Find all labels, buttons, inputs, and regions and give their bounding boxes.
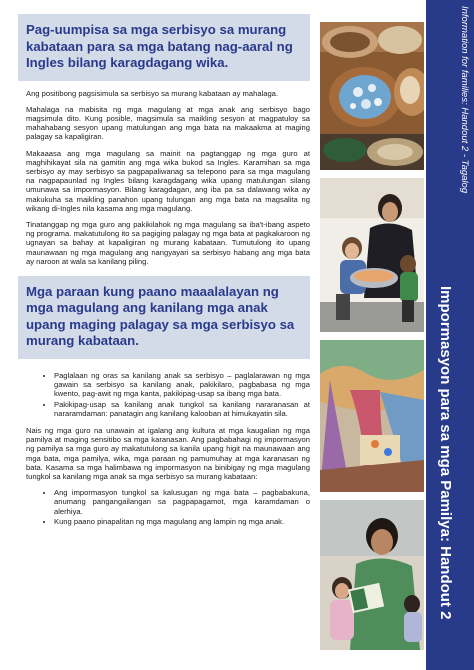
list-item: • Ang impormasyon tungkol sa kalusugan ng mga bata – pagbabakuna, anumang pangangailangan sa pagpapagamot, mga karamdaman o alerhiya.	[54, 488, 310, 516]
classroom-curtain-photo	[320, 340, 424, 492]
section-heading-starting-services: Pag-uumpisa sa mga serbisyo sa murang kabataan para sa mga batang nag-aaral ng Ingles bilang karagdagang wika.	[18, 14, 310, 81]
sidebar-band	[426, 0, 474, 670]
list-item: • Pakikipag-usap sa kanilang anak tungkol sa kanilang nararanasan at nararamdaman: panatagin ang kanilang kalooban at himukayatin sila.	[54, 400, 310, 418]
bullet-list	[18, 488, 310, 526]
sidebar-title-block	[426, 0, 474, 670]
photo-column	[320, 0, 426, 670]
paragraph: Makaaasa ang mga magulang sa mainit na pagtanggap ng mga guro at maghihikayat sila na gamitin ang mga wika bukod sa Ingles. Karamihan sa mga serbisyo ay may serbisyo sa pagpapaliwanag sa telepono para sa mga magulang na nagpapaunlad ng Ingles bilang karagdagang wika upang matulungan silang umunawa sa impormasyon. Bilang karagdagan, ang iba pa sa dalawang wika ay makukuha sa maikling panahon upang tulungan ang mga bata na magsalita ng wikang di-Ingles nila kasama ang mga magulang.	[26, 148, 310, 213]
paragraph: Mahalaga na mabisita ng mga magulang at mga anak ang serbisyo bago magsimula dito. Kung posible, magsimula sa maikling sesyon at magpatuloy sa mahahabang sesyon upang matulungan ang mga bata na makaakma at maging palagay sa kapaligiran.	[26, 104, 310, 142]
sidebar-small-title: Information for families: Handout 2 - Tagalog	[459, 6, 470, 194]
article	[18, 14, 310, 534]
paragraph: Nais ng mga guro na unawain at igalang ang kultura at mga kaugalian ng mga pamilya at maging sensitibo sa mga karanasan. Ang pagbabahagi ng impormasyon ng pamilya sa mga guro ay makatutulong sa kanila upang higit na maunawaan ang mga bata, mga pamilya, wika, mga paraan ng pamumuhay at mga karanasan ng bata. Kasama sa mga halimbawa ng impormasyon na binibigay ng mga magulang tungkol sa kanilang mga anak sa mga serbisyo sa murang kabataan:	[26, 425, 310, 481]
bullet-list	[18, 371, 310, 418]
mother-reading-book-photo	[320, 500, 424, 650]
teacher-children-water-play-photo	[320, 178, 424, 332]
list-item: • Kung paano pinapalitan ng mga magulang ang lampin ng mga anak.	[54, 517, 310, 526]
paragraph: Tinatanggap ng mga guro ang pakikilahok ng mga magulang sa iba't-ibang aspeto ng programa. makatutulong ito sa pagiging palagay ng mga bata at pagkakaroon ng ugnayan sa bahay at kapaligiran ng murang kabataan. Tumutulong ito upang maunawaan ng mga magulang ang nangyayari sa serbisyo habang ang mga bata ay naroon at wala sa kanilang piling.	[26, 219, 310, 266]
craft-materials-photo	[320, 22, 424, 170]
section-heading-parent-support: Mga paraan kung paano maaalalayan ng mga magulang ang kanilang mga anak upang maging palagay sa mga serbisyo sa murang kabataan.	[18, 276, 310, 359]
sidebar-big-title: Impormasyon para sa mga Pamilya: Handout 2	[437, 286, 454, 620]
paragraph: Ang positibong pagsisimula sa serbisyo sa murang kabataan ay mahalaga.	[26, 88, 279, 98]
list-item: • Paglalaan ng oras sa kanilang anak sa serbisyo – paglalarawan ng mga gawain sa serbisyo sa kanilang anak, pakikilaro, pagbabasa ng mga kwento, pag-awit ng mga kanta, pakikipag-usap sa ibang mga bata.	[54, 371, 310, 399]
